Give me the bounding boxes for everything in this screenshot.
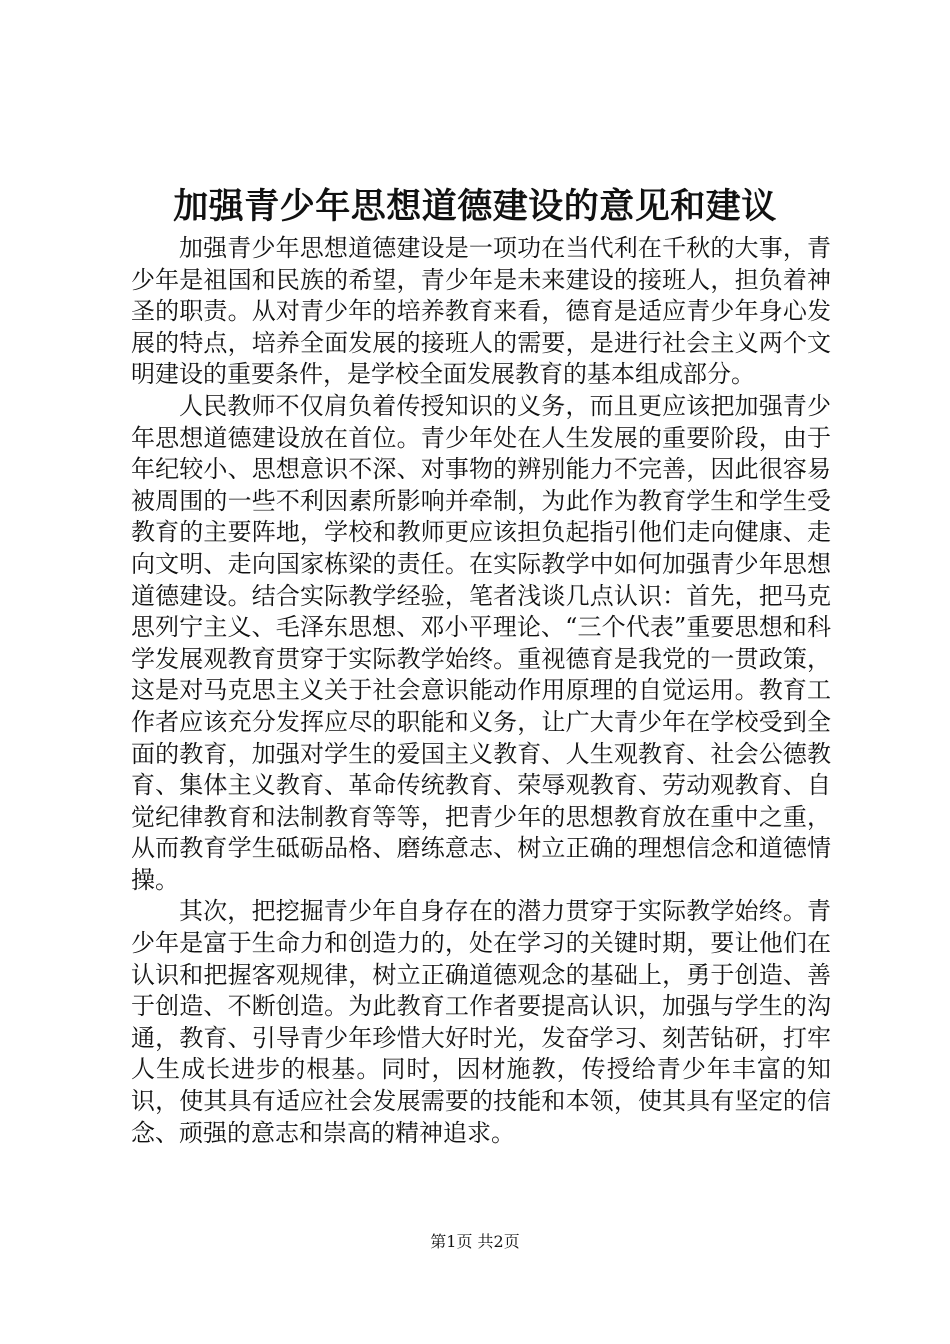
page-number-footer: 第1页 共2页 xyxy=(430,1232,520,1251)
paragraph-2: 人民教师不仅肩负着传授知识的义务，而且更应该把加强青少年思想道德建设放在首位。青少年处在人生发展的重要阶段，由于年纪较小、思想意识不深、对事物的辨别能力不完善，因此很容易被周围的一些不利因素所影响并牵制，为此作为教育学生和学生受教育的主要阵地，学校和教师更应该担负起指引他们走向健康、走向文明、走向国家栋梁的责任。在实际教学中如何加强青少年思想道德建设。结合实际教学经验，笔者浅谈几点认识：首先，把马克思列宁主义、毛泽东思想、邓小平理论、“三个代表”重要思想和科学发展观教育贯穿于实际教学始终。重视德育是我党的一贯政策，这是对马克思主义关于社会意识能动作用原理的自觉运用。教育工作者应该充分发挥应尽的职能和义务，让广大青少年在学校受到全面的教育，加强对学生的爱国主义教育、人生观教育、社会公德教育、集体主义教育、革命传统教育、荣辱观教育、劳动观教育、自觉纪律教育和法制教育等等，把青少年的思想教育放在重中之重，从而教育学生砥砺品格、磨练意志、树立正确的理想信念和道德情操。 xyxy=(131,391,831,894)
document-title: 加强青少年思想道德建设的意见和建议 xyxy=(173,187,777,227)
paragraph-1: 加强青少年思想道德建设是一项功在当代利在千秋的大事，青少年是祖国和民族的希望，青少年是未来建设的接班人，担负着神圣的职责。从对青少年的培养教育来看，德育是适应青少年身心发展的特点，培养全面发展的接班人的需要，是进行社会主义两个文明建设的重要条件，是学校全面发展教育的基本组成部分。 xyxy=(131,234,831,389)
paragraph-3: 其次，把挖掘青少年自身存在的潜力贯穿于实际教学始终。青少年是富于生命力和创造力的，处在学习的关键时期，要让他们在认识和把握客观规律，树立正确道德观念的基础上，勇于创造、善于创造、不断创造。为此教育工作者要提高认识，加强与学生的沟通，教育、引导青少年珍惜大好时光，发奋学习、刻苦钻研，打牢人生成长进步的根基。同时，因材施教，传授给青少年丰富的知识，使其具有适应社会发展需要的技能和本领，使其具有坚定的信念、顽强的意志和崇高的精神追求。 xyxy=(131,897,831,1147)
document-body xyxy=(131,233,831,1149)
